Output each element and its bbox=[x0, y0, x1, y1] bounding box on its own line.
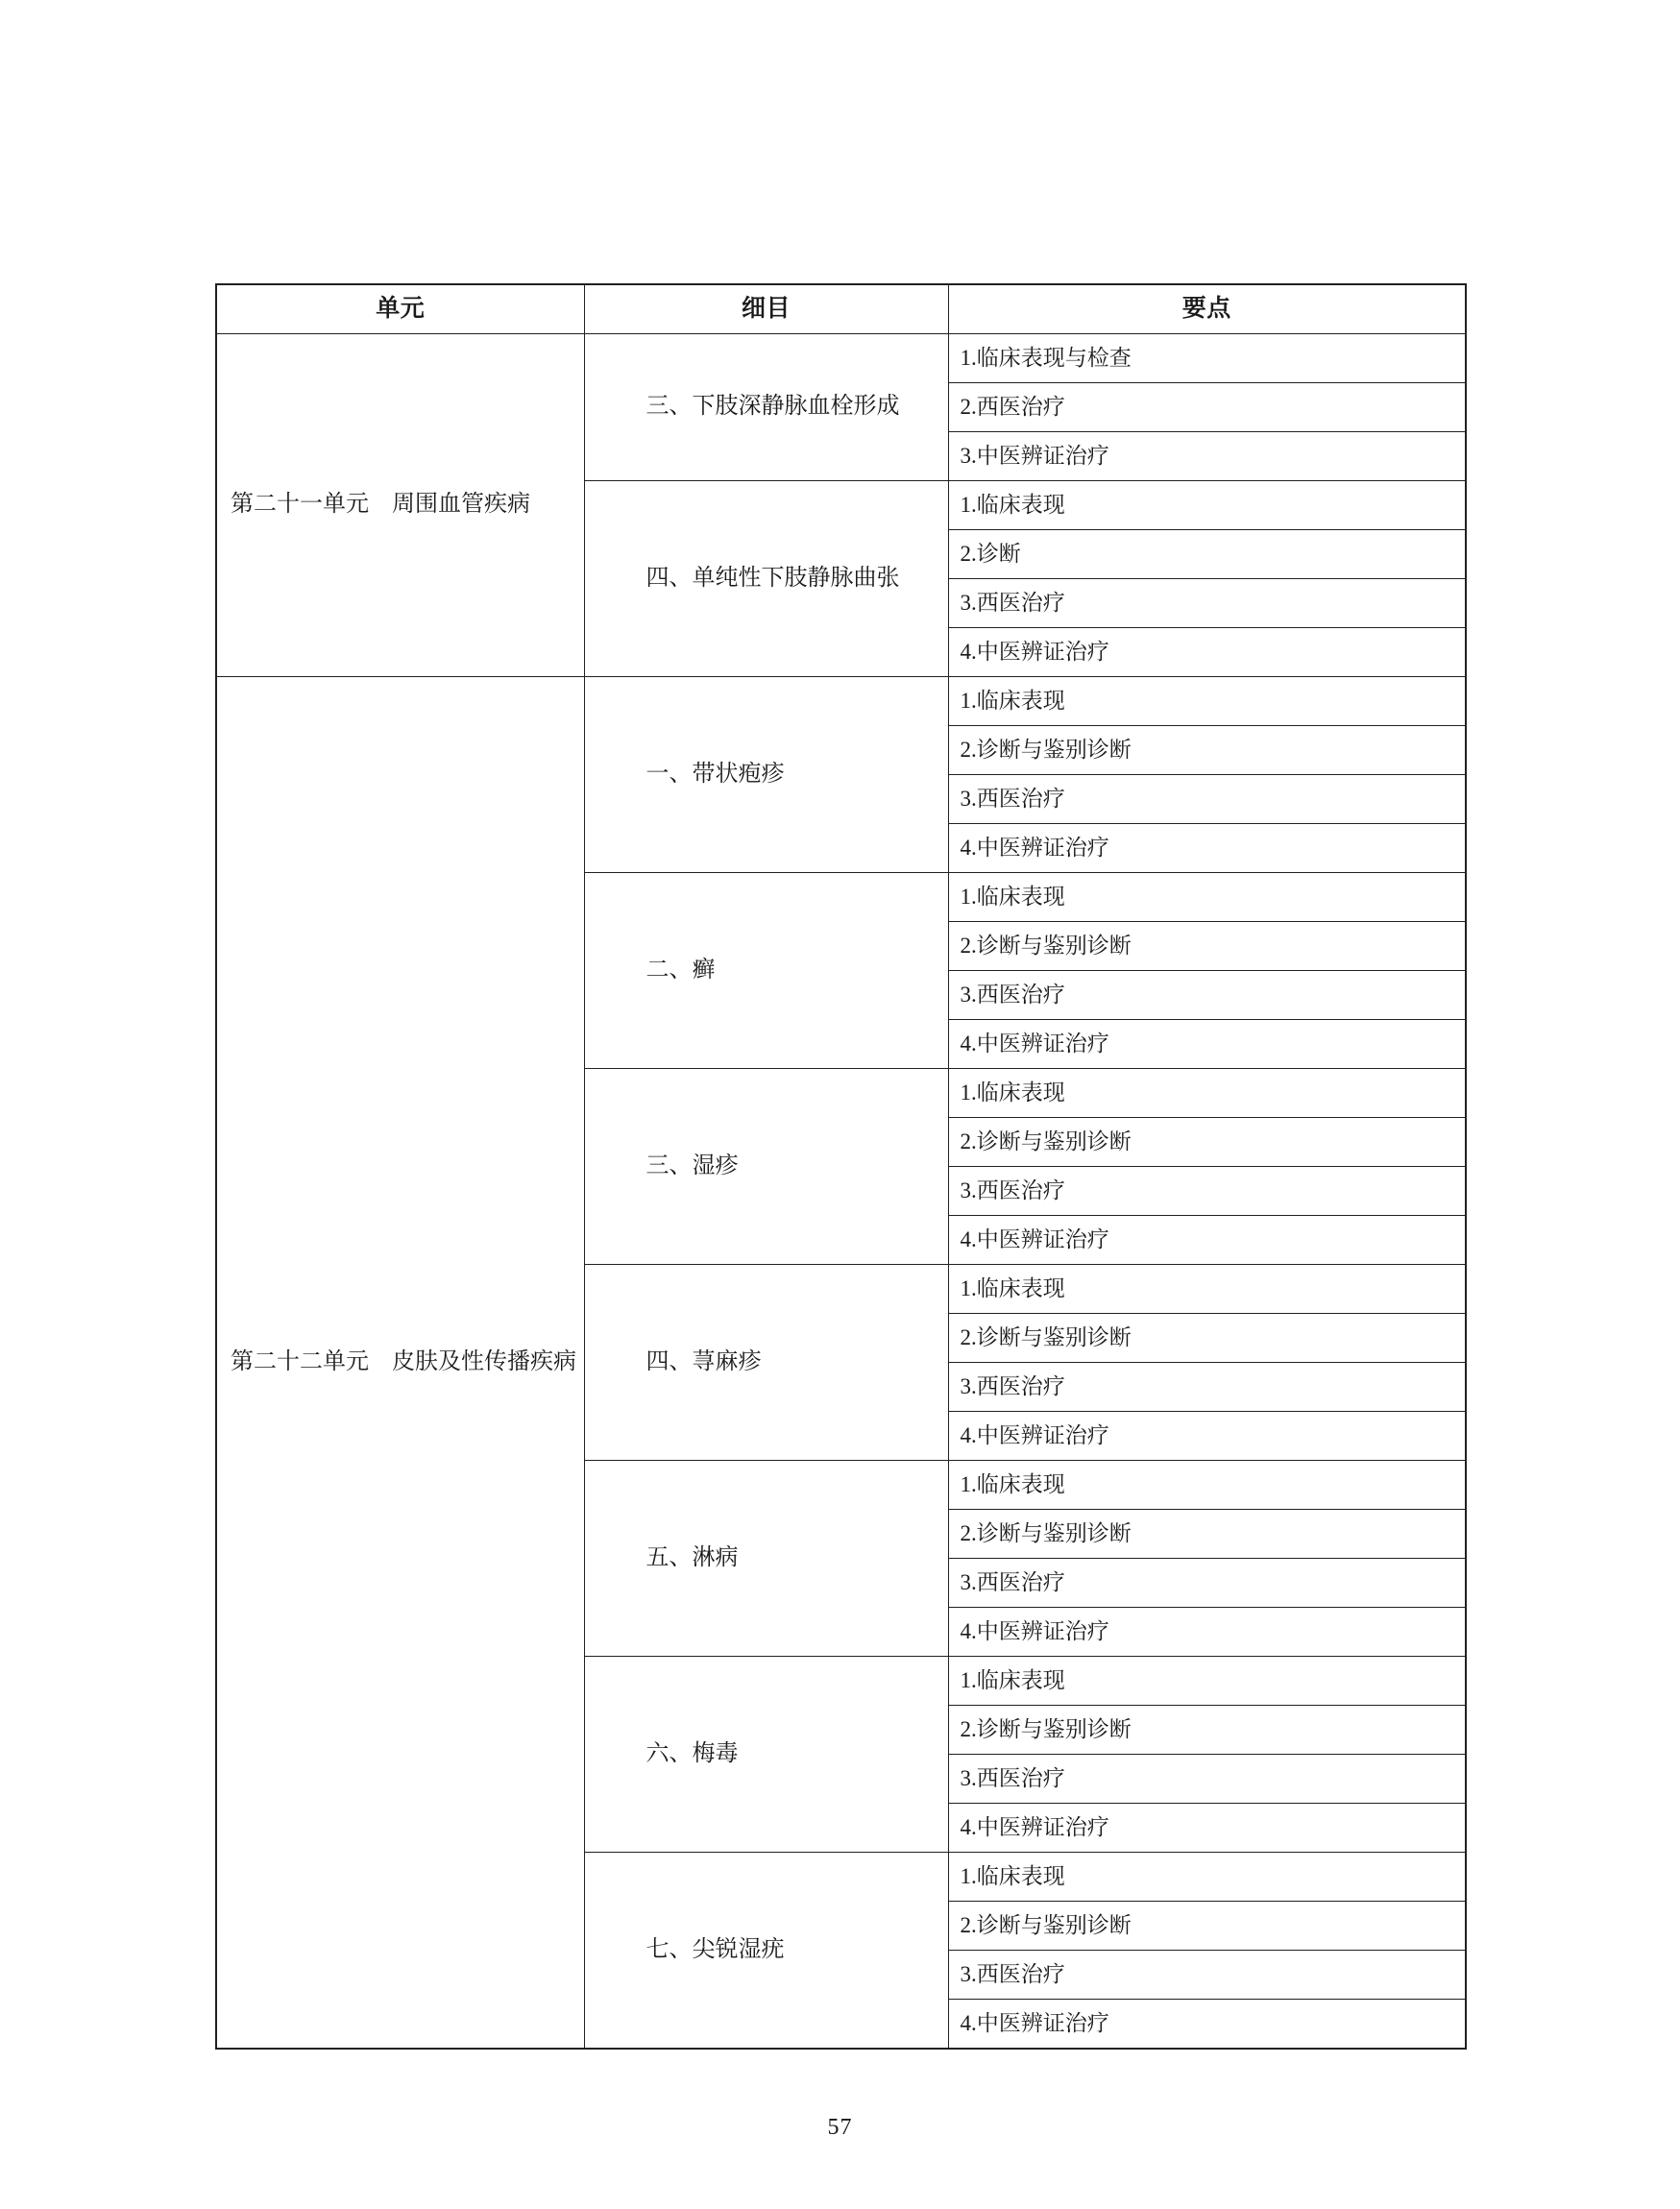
detail-cell: 六、梅毒 bbox=[584, 1657, 948, 1853]
unit-cell: 第二十一单元 周围血管疾病 bbox=[216, 334, 584, 677]
detail-cell: 三、下肢深静脉血栓形成 bbox=[584, 334, 948, 481]
point-cell: 2.诊断与鉴别诊断 bbox=[948, 922, 1466, 971]
detail-cell: 七、尖锐湿疣 bbox=[584, 1853, 948, 2050]
point-cell: 2.诊断与鉴别诊断 bbox=[948, 1706, 1466, 1755]
point-cell: 1.临床表现 bbox=[948, 1657, 1466, 1706]
point-cell: 3.西医治疗 bbox=[948, 971, 1466, 1020]
point-cell: 1.临床表现 bbox=[948, 873, 1466, 922]
point-cell: 3.西医治疗 bbox=[948, 1951, 1466, 2000]
table-row bbox=[216, 677, 1466, 726]
column-header-unit: 单元 bbox=[216, 284, 584, 334]
point-cell: 3.西医治疗 bbox=[948, 1559, 1466, 1608]
point-cell: 1.临床表现 bbox=[948, 677, 1466, 726]
detail-cell: 四、单纯性下肢静脉曲张 bbox=[584, 481, 948, 677]
point-cell: 2.诊断与鉴别诊断 bbox=[948, 1118, 1466, 1167]
point-cell: 3.西医治疗 bbox=[948, 1755, 1466, 1804]
point-cell: 4.中医辨证治疗 bbox=[948, 1804, 1466, 1853]
point-cell: 3.西医治疗 bbox=[948, 579, 1466, 628]
table-header bbox=[216, 284, 1466, 334]
detail-cell: 五、淋病 bbox=[584, 1461, 948, 1657]
point-cell: 4.中医辨证治疗 bbox=[948, 1608, 1466, 1657]
point-cell: 2.诊断与鉴别诊断 bbox=[948, 1902, 1466, 1951]
syllabus-table bbox=[215, 283, 1467, 2050]
point-cell: 4.中医辨证治疗 bbox=[948, 1216, 1466, 1265]
point-cell: 2.诊断与鉴别诊断 bbox=[948, 1314, 1466, 1363]
unit-cell: 第二十二单元 皮肤及性传播疾病 bbox=[216, 677, 584, 2050]
table-header-row bbox=[216, 284, 1466, 334]
point-cell: 2.诊断与鉴别诊断 bbox=[948, 726, 1466, 775]
table-row bbox=[216, 334, 1466, 383]
point-cell: 1.临床表现 bbox=[948, 1069, 1466, 1118]
page-number: 57 bbox=[827, 2115, 853, 2140]
point-cell: 4.中医辨证治疗 bbox=[948, 1020, 1466, 1069]
point-cell: 1.临床表现 bbox=[948, 1461, 1466, 1510]
point-cell: 3.西医治疗 bbox=[948, 1363, 1466, 1412]
column-header-detail: 细目 bbox=[584, 284, 948, 334]
point-cell: 3.西医治疗 bbox=[948, 1167, 1466, 1216]
point-cell: 1.临床表现 bbox=[948, 1265, 1466, 1314]
detail-cell: 二、癣 bbox=[584, 873, 948, 1069]
point-cell: 4.中医辨证治疗 bbox=[948, 1412, 1466, 1461]
point-cell: 2.诊断与鉴别诊断 bbox=[948, 1510, 1466, 1559]
table-body bbox=[216, 334, 1466, 2050]
column-header-point: 要点 bbox=[948, 284, 1466, 334]
point-cell: 2.西医治疗 bbox=[948, 383, 1466, 432]
detail-cell: 四、荨麻疹 bbox=[584, 1265, 948, 1461]
point-cell: 3.西医治疗 bbox=[948, 775, 1466, 824]
point-cell: 2.诊断 bbox=[948, 530, 1466, 579]
point-cell: 1.临床表现 bbox=[948, 481, 1466, 530]
point-cell: 1.临床表现与检查 bbox=[948, 334, 1466, 383]
detail-cell: 一、带状疱疹 bbox=[584, 677, 948, 873]
point-cell: 4.中医辨证治疗 bbox=[948, 2000, 1466, 2050]
point-cell: 4.中医辨证治疗 bbox=[948, 628, 1466, 677]
point-cell: 1.临床表现 bbox=[948, 1853, 1466, 1902]
point-cell: 3.中医辨证治疗 bbox=[948, 432, 1466, 481]
detail-cell: 三、湿疹 bbox=[584, 1069, 948, 1265]
point-cell: 4.中医辨证治疗 bbox=[948, 824, 1466, 873]
